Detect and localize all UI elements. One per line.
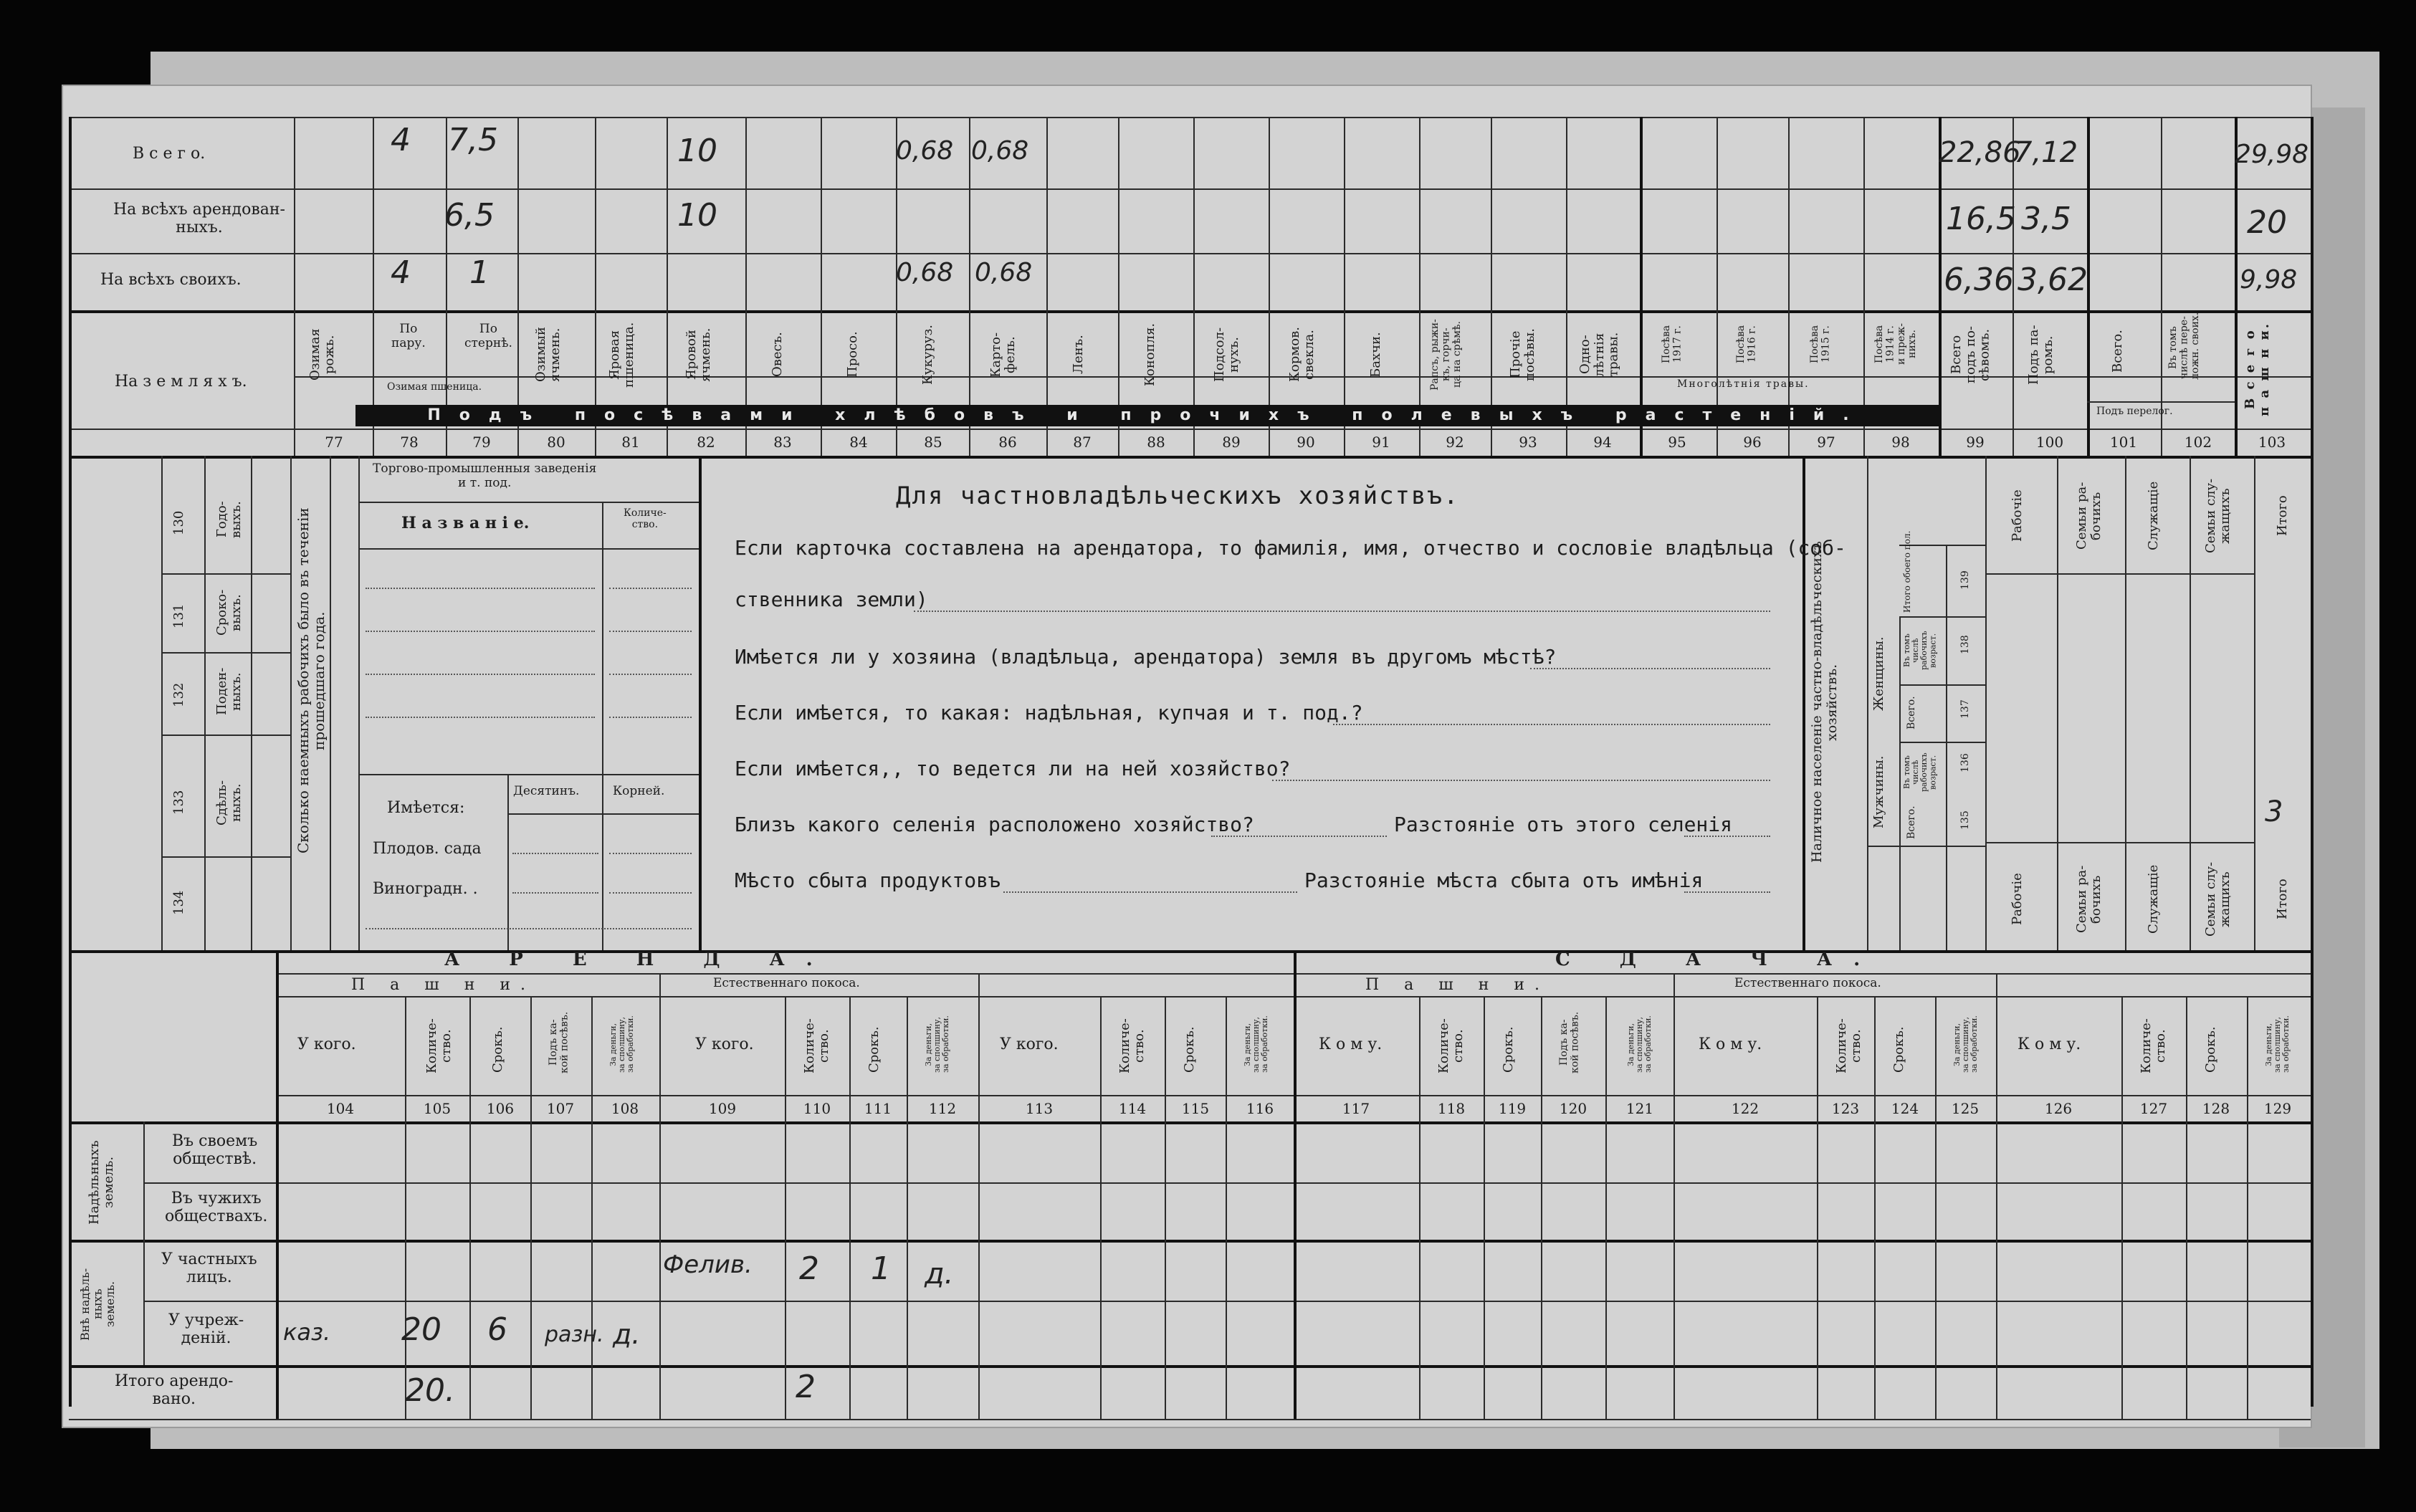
trade-nazvanie: Н а з в а н і е. — [401, 514, 530, 532]
sdacha-kol-3: Количе- ство. — [2139, 1018, 2168, 1074]
lease-num-125: 125 — [1951, 1100, 1980, 1117]
col-103-label: В с е г о п а ш н и. — [2243, 321, 2272, 417]
lease-num-111: 111 — [864, 1100, 892, 1117]
col-100-label: Подъ па- ромъ. — [2026, 325, 2055, 385]
col-num-83: 83 — [773, 434, 792, 451]
hw-vsego-86: 0,68 — [971, 136, 1029, 166]
col-num-77: 77 — [325, 434, 343, 451]
hw-svoi-79: 1 — [469, 254, 490, 291]
group-mnogoletnie: Многолѣтнія травы. — [1677, 378, 1810, 390]
col-num-79: 79 — [472, 434, 491, 451]
col-num-92: 92 — [1446, 434, 1464, 451]
plodov-sada-label: Плодов. сада — [373, 840, 482, 858]
pop-rabochie-top: Рабочіе — [2010, 489, 2025, 542]
col-78-label: По пару. — [391, 322, 426, 350]
hired-workers-title: Сколько наемныхъ рабочихъ было въ теченіи прошедшаго года. — [295, 507, 328, 854]
hw-svoi-85: 0,68 — [896, 258, 954, 287]
col-num-100: 100 — [2035, 434, 2064, 451]
lease-num-120: 120 — [1559, 1100, 1587, 1117]
pop-itogo-top: Итого — [2275, 495, 2290, 537]
col-95-label: Посѣва 1917 г. — [1661, 325, 1684, 363]
pop-semi-rab-top: Семьи ра- бочихъ — [2074, 482, 2104, 550]
arenda-title: А Р Е Н Д А. — [444, 949, 834, 970]
hw-vsego-103: 29,98 — [2235, 140, 2309, 169]
population-title: Наличное населеніе частно-владѣльческихъ хозяйствъ. — [1809, 541, 1840, 863]
hw-uchr-104: каз. — [283, 1319, 331, 1346]
col-num-85: 85 — [924, 434, 942, 451]
col-87-label: Ленъ. — [1071, 335, 1086, 375]
col-num-96: 96 — [1743, 434, 1762, 451]
hw-svoi-78: 4 — [391, 254, 411, 291]
col-99-label: Всего подъ по- сѣвомъ. — [1949, 326, 1992, 384]
lease-num-108: 108 — [611, 1100, 639, 1117]
private-q2: Имѣется ли у хозяина (владѣльца, арендатора) земля въ другомъ мѣстѣ? — [735, 645, 1557, 669]
sdacha-srok-2: Срокъ. — [1891, 1026, 1906, 1073]
hw-chast-111: 1 — [871, 1250, 891, 1287]
col-80-label: Озимый ячмень. — [533, 327, 563, 383]
pop-semi-rab-bottom: Семьи ра- бочихъ — [2074, 865, 2104, 934]
col-num-80: 80 — [547, 434, 565, 451]
hw-chast-112: д. — [925, 1258, 954, 1291]
lease-num-121: 121 — [1625, 1100, 1654, 1117]
group-ozimaya-pshenitsa: Озимая пшеница. — [387, 381, 482, 393]
col-92-label: Рапсъ, рыжи- къ, горчи- ца на срѣмѣ. — [1429, 319, 1463, 391]
col-96-label: Посѣва 1916 г. — [1735, 325, 1758, 363]
hw-arend-103: 20 — [2247, 204, 2287, 241]
pop-semi-sluzh-bottom: Семьи слу- жащихъ — [2203, 861, 2233, 937]
hw-arend-99: 16,5 — [1946, 201, 2016, 237]
sdacha-srok-3: Срокъ. — [2203, 1026, 2218, 1073]
col-num-87: 87 — [1073, 434, 1092, 451]
hw-vsego-85: 0,68 — [896, 136, 954, 166]
col-num-98: 98 — [1891, 434, 1910, 451]
row-label-arendovannykh: На всѣхъ арендован- ныхъ. — [113, 201, 285, 237]
private-farms-title: Для частновладѣльческихъ хозяйствъ. — [896, 482, 1460, 510]
private-q5b: Разстояніе отъ этого селенія — [1394, 813, 1733, 836]
sdacha-pokos: Естественнаго покоса. — [1734, 976, 1881, 990]
workers-131-num: 131 — [171, 603, 186, 629]
lease-num-123: 123 — [1831, 1100, 1860, 1117]
arenda-za-dengi-2: За деньги, за сполшину, за обработки. — [924, 1015, 951, 1073]
col-num-94: 94 — [1593, 434, 1612, 451]
desyatin-label: Десятинъ. — [513, 784, 580, 798]
hw-itogo-105: 20. — [405, 1372, 455, 1409]
hw-vsego-100: 7,12 — [2014, 136, 2078, 169]
sdacha-kol-2: Количе- ство. — [1834, 1018, 1863, 1074]
pop-zhenshchiny: Женщины. — [1871, 636, 1886, 711]
sdacha-komu-1: К о м у. — [1319, 1035, 1383, 1053]
sdacha-za-dengi-3: За деньги, за сполшину, за обработки. — [2264, 1015, 2291, 1073]
arenda-pod-posev: Подъ ка- кой посѣвъ. — [548, 1011, 570, 1074]
hw-vsego-82: 10 — [677, 133, 717, 169]
row-label-vsego: В с е г о. — [133, 145, 206, 163]
private-q6: Мѣсто сбыта продуктовъ — [735, 869, 1001, 892]
pop-sluzhashchie-top: Служащіе — [2146, 481, 2161, 551]
col-num-89: 89 — [1222, 434, 1241, 451]
sdacha-pashni: П а ш н и. — [1365, 976, 1550, 994]
arenda-srok-1: Срокъ. — [490, 1026, 505, 1073]
col-num-82: 82 — [697, 434, 715, 451]
trade-kolichestvo: Количе- ство. — [624, 507, 667, 531]
crop-band — [355, 405, 1939, 426]
col-83-label: Овесъ. — [770, 332, 785, 378]
workers-130-num: 130 — [171, 510, 186, 536]
col-num-88: 88 — [1147, 434, 1165, 451]
lease-num-122: 122 — [1731, 1100, 1760, 1117]
workers-133-label: Сдѣль- ныхъ. — [214, 780, 244, 826]
lease-num-118: 118 — [1437, 1100, 1466, 1117]
private-q1b: ственника земли) — [735, 588, 928, 611]
imeetsya-label: Имѣется: — [387, 799, 465, 817]
lease-num-113: 113 — [1025, 1100, 1054, 1117]
col-97-label: Посѣва 1915 г. — [1809, 325, 1832, 363]
col-num-78: 78 — [400, 434, 419, 451]
hw-uchr-105: 20 — [401, 1311, 441, 1348]
hw-svoi-86: 0,68 — [975, 258, 1033, 287]
arenda-pashni: П а ш н и. — [351, 976, 536, 994]
arenda-kol-1: Количе- ство. — [424, 1018, 454, 1074]
col-num-91: 91 — [1372, 434, 1390, 451]
col-82-label: Яровой ячмень. — [684, 327, 713, 382]
col-num-81: 81 — [621, 434, 640, 451]
col-81-label: Яровая пшеница. — [607, 322, 636, 388]
row-u-uchrezhdeniy: У учреж- деній. — [168, 1311, 244, 1348]
workers-132-label: Поден- ныхъ. — [214, 667, 244, 716]
col-86-label: Карто- фель. — [988, 332, 1018, 378]
arenda-u-kogo-2: У кого. — [695, 1035, 754, 1053]
hw-uchr-107: разн. — [545, 1322, 604, 1347]
pop-muzhchiny: Мужчины. — [1871, 755, 1886, 828]
col-89-label: Подсол- нухъ. — [1212, 327, 1241, 383]
arenda-kol-2: Количе- ство. — [802, 1018, 831, 1074]
col-num-99: 99 — [1966, 434, 1985, 451]
lease-num-128: 128 — [2202, 1100, 2230, 1117]
lease-num-117: 117 — [1342, 1100, 1370, 1117]
pop-semi-sluzh-top: Семьи слу- жащихъ — [2203, 478, 2233, 554]
row-nadelnykh-zemel: Надѣльныхъ земель. — [87, 1140, 116, 1225]
col-num-95: 95 — [1668, 434, 1686, 451]
private-q1: Если карточка составлена на арендатора, то фамилія, имя, отчество и сословіе владѣльца (соб- — [735, 536, 1846, 560]
hw-arend-82: 10 — [677, 197, 717, 234]
arenda-za-dengi-3: За деньги, за сполшину, за обработки. — [1243, 1015, 1270, 1073]
lease-num-114: 114 — [1118, 1100, 1147, 1117]
col-93-label: Прочіе посѣвы. — [1508, 328, 1537, 381]
col-102-label: Въ томъ числѣ пере- ложн. своих. — [2167, 312, 2201, 380]
private-q4: Если имѣется,, то ведется ли на ней хозяйство? — [735, 757, 1291, 780]
lease-num-124: 124 — [1891, 1100, 1919, 1117]
pop-itogo-bottom: Итого — [2275, 879, 2290, 920]
lease-num-112: 112 — [928, 1100, 957, 1117]
sdacha-kol-1: Количе- ство. — [1436, 1018, 1466, 1074]
lease-num-110: 110 — [803, 1100, 831, 1117]
col-num-93: 93 — [1519, 434, 1537, 451]
row-label-na-zemlyakh: На з е м л я х ъ. — [115, 373, 247, 391]
lease-num-115: 115 — [1181, 1100, 1210, 1117]
col-101-label: Всего. — [2110, 330, 2125, 373]
arenda-srok-2: Срокъ. — [866, 1026, 882, 1073]
lease-num-105: 105 — [423, 1100, 452, 1117]
hw-vsego-78: 4 — [391, 122, 411, 158]
hw-svoi-100: 3,62 — [2018, 262, 2088, 298]
hw-svoi-99: 6,36 — [1944, 262, 2014, 298]
col-num-101: 101 — [2109, 434, 2138, 451]
hw-chast-110: 2 — [799, 1250, 819, 1287]
pop-vtom-w: Въ томъ числѣ рабочихъ возраст. — [1902, 631, 1938, 670]
col-num-103: 103 — [2258, 434, 2286, 451]
lease-num-104: 104 — [326, 1100, 355, 1117]
pop-n137: 137 — [1959, 699, 1971, 719]
sdacha-komu-2: К о м у. — [1699, 1035, 1762, 1053]
col-98-label: Посѣва 1914 г. и преж- нихъ. — [1873, 323, 1919, 365]
pop-vtom-m: Въ томъ числѣ рабочихъ возраст. — [1902, 752, 1938, 792]
lease-num-107: 107 — [546, 1100, 575, 1117]
row-u-chastnykh: У частныхъ лицъ. — [161, 1250, 257, 1287]
row-label-svoikh: На всѣхъ своихъ. — [100, 271, 242, 289]
private-q6b: Разстояніе мѣста сбыта отъ имѣнія — [1304, 869, 1704, 892]
vinogradn-label: Виноградн. . — [373, 880, 478, 898]
col-num-86: 86 — [998, 434, 1017, 451]
workers-130-label: Годо- выхъ. — [214, 501, 244, 538]
workers-133-num: 133 — [171, 790, 186, 815]
korney-label: Корней. — [613, 784, 665, 798]
arenda-u-kogo-1: У кого. — [297, 1035, 356, 1053]
col-91-label: Бахчи. — [1368, 332, 1383, 378]
col-90-label: Кормов. свекла. — [1287, 327, 1317, 383]
arenda-srok-3: Срокъ. — [1182, 1026, 1197, 1073]
col-77-label: Озимая рожь. — [307, 328, 337, 381]
pop-n136: 136 — [1959, 753, 1971, 773]
hw-svoi-103: 9,98 — [2240, 265, 2298, 295]
col-num-84: 84 — [849, 434, 868, 451]
col-79-label: По стернѣ. — [464, 322, 512, 350]
lease-num-116: 116 — [1246, 1100, 1274, 1117]
hw-uchr-108: д. — [613, 1319, 641, 1350]
workers-131-label: Сроко- выхъ. — [214, 589, 244, 636]
pop-rabochie-bottom: Рабочіе — [2010, 873, 2025, 926]
col-85-label: Кукуруз. — [920, 325, 935, 386]
arenda-kol-3: Количе- ство. — [1117, 1018, 1147, 1074]
sdacha-srok-1: Срокъ. — [1501, 1026, 1516, 1073]
row-v-chuzhikh: Въ чужихъ обществахъ. — [165, 1190, 268, 1226]
col-94-label: Одно- лѣтнія травы. — [1577, 332, 1621, 378]
sdacha-pod-posev: Подъ ка- кой посѣвъ. — [1558, 1011, 1581, 1074]
row-v-svoem: Въ своемъ обществѣ. — [172, 1132, 258, 1169]
arenda-u-kogo-3: У кого. — [1000, 1035, 1059, 1053]
trade-title: Торгово-промышленныя заведенія и т. под. — [373, 461, 597, 490]
sdacha-title: С Д А Ч А. — [1555, 949, 1882, 970]
pop-itogo-obeikh: Итого обоего пол. — [1902, 530, 1912, 613]
hw-pop-3: 3 — [2265, 795, 2283, 828]
hw-vsego-79: 7,5 — [448, 122, 498, 158]
pop-vsego-w: Всего. — [1906, 696, 1917, 730]
lease-num-119: 119 — [1498, 1100, 1527, 1117]
hw-itogo-110: 2 — [796, 1369, 816, 1405]
pop-n138: 138 — [1959, 635, 1971, 655]
sdacha-za-dengi-1: За деньги, за сполшину, за обработки. — [1626, 1015, 1653, 1073]
col-num-97: 97 — [1817, 434, 1835, 451]
hw-uchr-106: 6 — [487, 1311, 507, 1348]
col-88-label: Конопля. — [1142, 322, 1157, 387]
pop-n135: 135 — [1959, 810, 1971, 831]
private-q3: Если имѣется, то какая: надѣльная, купчая и т. под.? — [735, 701, 1363, 724]
group-pod-perelog: Подъ перелог. — [2096, 406, 2173, 417]
workers-132-num: 132 — [171, 682, 186, 708]
col-84-label: Просо. — [845, 331, 860, 378]
lease-num-127: 127 — [2139, 1100, 2168, 1117]
col-num-90: 90 — [1297, 434, 1315, 451]
lease-num-106: 106 — [486, 1100, 515, 1117]
lease-num-129: 129 — [2263, 1100, 2292, 1117]
lease-num-126: 126 — [2044, 1100, 2073, 1117]
hw-arend-100: 3,5 — [2021, 201, 2071, 237]
arenda-pokos: Естественнаго покоса. — [713, 976, 860, 990]
pop-n139: 139 — [1959, 570, 1971, 590]
pop-vsego-m: Всего. — [1906, 805, 1917, 839]
row-vne-nadelnykh: Внѣ надѣль- ныхъ земель. — [78, 1268, 118, 1341]
hw-vsego-99: 22,86 — [1939, 136, 2021, 169]
hw-chast-109: Фелив. — [663, 1250, 753, 1279]
crop-band-text: Подъ посѣвами хлѣбовъ и прочихъ полевыхъ растеній. — [427, 406, 1868, 424]
workers-134-num: 134 — [171, 890, 186, 916]
col-num-102: 102 — [2184, 434, 2212, 451]
arenda-za-dengi-1: За деньги, за сполшину, за обработки. — [608, 1015, 636, 1073]
pop-sluzhashchie-bottom: Служащіе — [2146, 864, 2161, 934]
row-itogo: Итого арендо- вано. — [115, 1372, 234, 1409]
private-q5: Близъ какого селенія расположено хозяйство? — [735, 813, 1254, 836]
sdacha-komu-3: К о м у. — [2018, 1035, 2081, 1053]
sdacha-za-dengi-2: За деньги, за сполшину, за обработки. — [1952, 1015, 1980, 1073]
lease-num-109: 109 — [708, 1100, 737, 1117]
hw-arend-79: 6,5 — [444, 197, 495, 234]
